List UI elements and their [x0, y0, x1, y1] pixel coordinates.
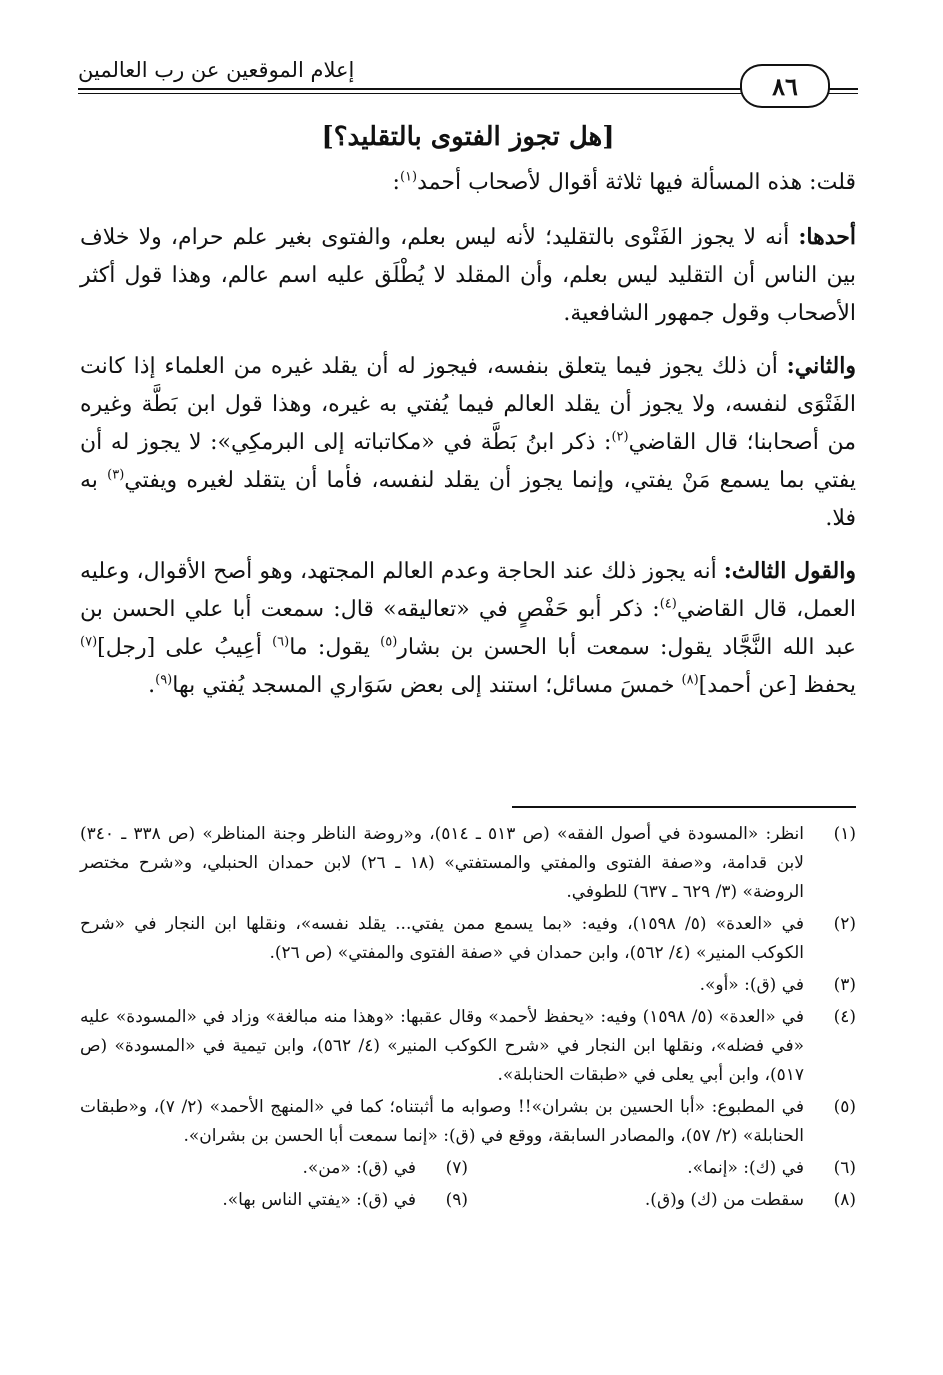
paragraph-text: أنه لا يجوز الفَتْوى بالتقليد؛ لأنه ليس بعلم، والفتوى بغير علم حرام، ولا خلاف بين الناس أن التقليد ليس بعلم، وأن المقلد لا يُطْلَق عليه اسم عالم، وهذا قول أكثر الأصحاب وقول جمهور الشافعية.	[80, 225, 856, 326]
footnote-number: (٢)	[833, 914, 856, 934]
footnote-text: في (ق): «أو».	[699, 975, 804, 995]
paragraph-text: : ذكر أبو حَفْصٍ في «تعاليقه» قال: سمعت أبا علي الحسن بن عبد الله النَّجَّاد يقول: سمعت أبا الحسن بن بشار	[80, 597, 856, 660]
footnote	[80, 1186, 468, 1215]
footnote-number: (٤)	[833, 1007, 856, 1027]
footnote-number: (٥)	[833, 1097, 856, 1117]
footnote-ref: (٤)	[659, 596, 677, 612]
page-number-badge	[740, 64, 830, 108]
footnote	[468, 1154, 856, 1183]
intro-tail: :	[392, 170, 400, 195]
paragraph-text: يحفظ [عن أحمد]	[698, 673, 856, 698]
footnote-text: في (ك): «إنما».	[687, 1158, 804, 1178]
paragraph-text: أعِيبُ على [رجل]	[97, 635, 273, 660]
footnote-ref: (١)	[399, 169, 418, 185]
footnote	[80, 1003, 856, 1090]
paragraph-text: .	[148, 673, 156, 698]
footnote-text: انظر: «المسودة في أصول الفقه» (ص ٥١٣ ـ ٥١٤)، و«روضة الناظر وجنة المناظر» (ص ٣٣٨ ـ ٣٤٠) لابن قدامة، و«صفة الفتوى والمفتي والمستفتي» (١٨ ـ ٢٦) لابن حمدان الحنبلي، و«شرح مختصر الروضة» (٣/ ٦٢٩ ـ ٦٣٧) للطوفي.	[80, 824, 804, 902]
footnote-number: (٦)	[833, 1158, 856, 1178]
footnote-ref: (٣)	[107, 467, 125, 483]
footnote	[80, 820, 856, 907]
footnote-number: (٣)	[833, 975, 856, 995]
footnote-text: في «العدة» (٥/ ١٥٩٨) وفيه: «يحفظ لأحمد» وقال عقبها: «وهذا منه مبالغة» وزاد في «المسودة» عليه «في فضله»، ونقلها ابن النجار في «شرح الكوكب المنير» (٤/ ٥٦٢)، وابن تيمية في «المسودة» (ص ٥١٧)، وابن أبي يعلى في «طبقات الحنابلة».	[80, 1007, 804, 1085]
footnote-text: في «العدة» (٥/ ١٥٩٨)، وفيه: «بما يسمع ممن يفتي... يقلد نفسه»، ونقلها ابن النجار في «شرح الكوكب المنير» (٤/ ٥٦٢)، وابن حمدان في «صفة الفتوى والمفتي» (ص ٢٦).	[80, 914, 804, 963]
footnote-ref: (٦)	[272, 634, 290, 650]
footnote-separator	[512, 806, 856, 808]
footnote-text: سقطت من (ك) و(ق).	[644, 1190, 804, 1210]
footnote-number: (٨)	[833, 1190, 856, 1210]
main-text	[80, 112, 856, 719]
paragraph-text: أن ذلك يجوز فيما يتعلق بنفسه، فيجوز له أن يقلد غيره من العلماء إذا كانت الفَتْوَى لنفسه، ولا يجوز أن يقلد العالم فيما يُفتي به غيره، وهذا قول ابن بَطَّة وغيره من أصحابنا؛ قال القاضي	[80, 354, 856, 455]
footnotes	[80, 820, 856, 1218]
page-number: ٨٦	[772, 71, 798, 101]
footnote-ref: (٨)	[681, 672, 699, 688]
paragraph-lead: والثاني:	[786, 353, 856, 379]
footnote-pair-row	[80, 1154, 856, 1183]
paragraph-text: يقول: ما	[289, 635, 381, 660]
paragraph-text: أنه يجوز ذلك عند الحاجة وعدم العالم المجتهد، وهو أصح الأقوال، وعليه العمل، قال القاضي	[80, 559, 857, 622]
paragraph-lead: أحدها:	[798, 224, 856, 250]
footnote-ref: (٥)	[380, 634, 398, 650]
first-opinion-paragraph	[80, 218, 856, 333]
footnote	[80, 1154, 468, 1183]
footnote-text: في المطبوع: «أبا الحسين بن بشران»!! وصوابه ما أثبتناه؛ كما في «المنهج الأحمد» (٢/ ٧)، و«طبقات الحنابلة» (٢/ ٥٧)، والمصادر السابقة، ووقع في (ق): «إنما سمعت أبا الحسن بن بشران».	[80, 1097, 804, 1146]
paragraph-text: : ذكر ابنُ بَطَّة في «مكاتباته إلى البرمكِي»: لا يجوز له أن يفتي بما يسمع مَنْ يفتي، وإنما يجوز أن يقلد لنفسه، فأما أن يتقلد لغيره ويفتي	[80, 430, 856, 493]
section-title: [هل تجوز الفتوى بالتقليد؟]	[321, 122, 615, 152]
paragraph-lead: والقول الثالث:	[723, 558, 856, 584]
footnote-ref: (٢)	[611, 429, 629, 445]
footnote-number: (٩)	[445, 1190, 468, 1210]
intro-paragraph	[80, 164, 856, 202]
paragraph-text: خمسَ مسائل؛ استند إلى بعض سَوَاري المسجد يُفتي بها	[172, 673, 682, 698]
footnote	[80, 1093, 856, 1151]
third-opinion-paragraph	[80, 552, 856, 705]
second-opinion-paragraph	[80, 347, 856, 538]
running-title: إعلام الموقعين عن رب العالمين	[78, 58, 355, 82]
footnote-ref: (٩)	[155, 672, 173, 688]
footnote-number: (١)	[833, 824, 856, 844]
footnote	[80, 910, 856, 968]
footnote-number: (٧)	[445, 1158, 468, 1178]
footnote-pair-row	[80, 1186, 856, 1215]
footnote-text: في (ق): «يفتي الناس بها».	[222, 1190, 416, 1210]
footnote-ref: (٧)	[80, 634, 98, 650]
paragraph-text: به فلا.	[80, 468, 856, 531]
footnote	[80, 971, 856, 1000]
footnote-text: في (ق): «من».	[302, 1158, 416, 1178]
footnote	[468, 1186, 856, 1215]
intro-text: قلت: هذه المسألة فيها ثلاثة أقوال لأصحاب أحمد	[417, 170, 856, 195]
